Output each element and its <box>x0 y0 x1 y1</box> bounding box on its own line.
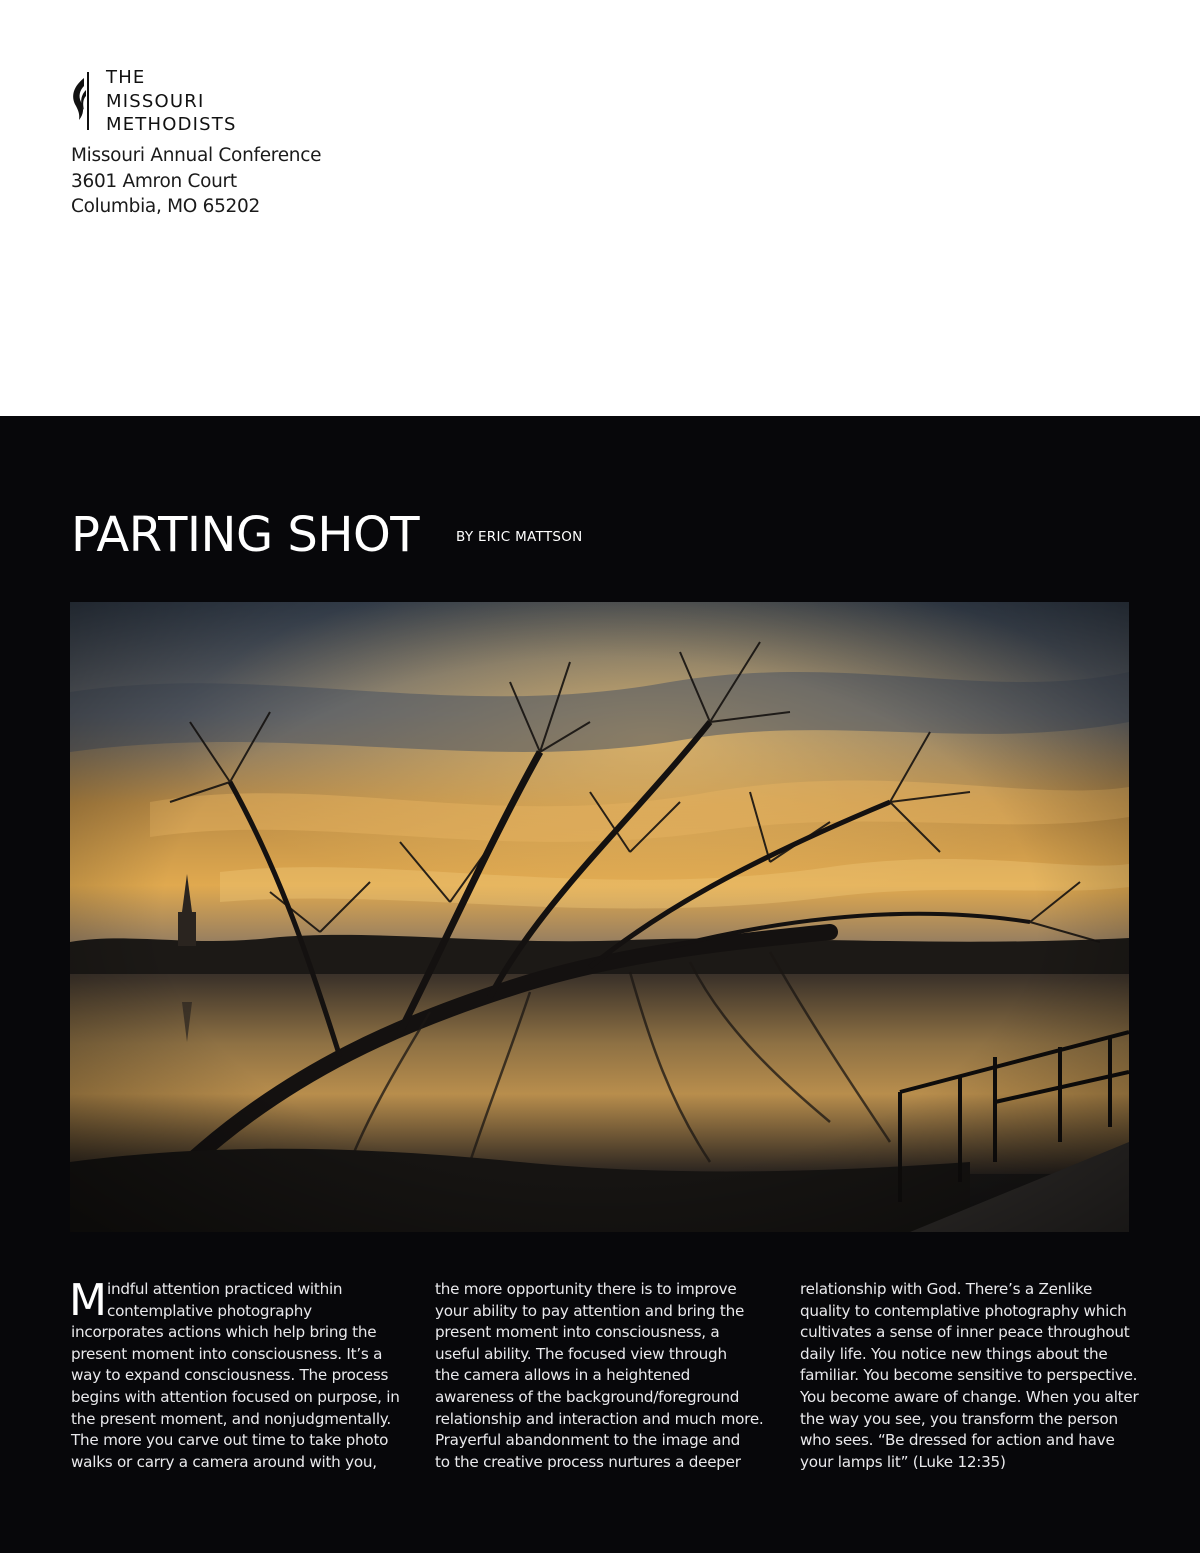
column-1-line: walks or carry a camera around with you, <box>71 1452 377 1471</box>
column-1-line: present moment into consciousness. It’s a <box>71 1344 383 1363</box>
column-3-line: who sees. “Be dressed for action and have <box>800 1431 1115 1450</box>
column-1-line: contemplative photography <box>107 1301 312 1320</box>
column-1-line: way to expand consciousness. The process <box>71 1366 389 1385</box>
column-1-line: incorporates actions which help bring the <box>71 1323 377 1342</box>
column-2-line: awareness of the background/foreground <box>435 1387 740 1406</box>
article-byline: BY ERIC MATTSON <box>456 529 583 545</box>
column-1-line: begins with attention focused on purpose, in <box>71 1387 400 1406</box>
logo-line-missouri: MISSOURI <box>106 90 205 112</box>
column-2-line: your ability to pay attention and bring the <box>435 1301 745 1320</box>
address-line-street: 3601 Amron Court <box>71 170 237 192</box>
return-address <box>71 143 321 220</box>
column-3-line: You become aware of change. When you alter <box>800 1387 1139 1406</box>
logo-line-methodists: METHODISTS <box>106 114 237 135</box>
article-dropcap: M <box>69 1275 107 1326</box>
logo-line-the: THE <box>106 67 146 88</box>
column-3-line: daily life. You notice new things about the <box>800 1344 1108 1363</box>
article-column-3 <box>800 1279 1145 1473</box>
column-2-line: Prayerful abandonment to the image and <box>435 1431 741 1450</box>
cross-and-flame-icon <box>70 70 100 132</box>
address-line-city: Columbia, MO 65202 <box>71 196 260 217</box>
column-2-line: useful ability. The focused view through <box>435 1344 727 1363</box>
logo-wordmark <box>106 66 237 137</box>
article-column-2 <box>435 1279 780 1473</box>
column-2-line: the more opportunity there is to improve <box>435 1280 737 1298</box>
photo-illustration <box>70 602 1129 1232</box>
column-3-line: cultivates a sense of inner peace throughout <box>800 1323 1130 1342</box>
column-1-line: the present moment, and nonjudgmentally. <box>71 1409 391 1428</box>
sunset-tree-reflection-photo <box>70 602 1129 1232</box>
article-column-1 <box>69 1275 416 1473</box>
column-2-line: present moment into consciousness, a <box>435 1323 720 1342</box>
address-line-organization: Missouri Annual Conference <box>71 145 322 166</box>
column-2-line: the camera allows in a heightened <box>435 1366 691 1385</box>
column-3-line: familiar. You become sensitive to perspective. <box>800 1366 1138 1385</box>
column-3-line: quality to contemplative photography which <box>800 1301 1127 1320</box>
masthead-logo <box>70 66 390 136</box>
column-3-line: the way you see, you transform the person <box>800 1409 1118 1428</box>
article-title: PARTING SHOT <box>71 507 420 563</box>
column-1-line: The more you carve out time to take photo <box>71 1431 389 1450</box>
column-2-line: to the creative process nurtures a deeper <box>435 1452 741 1471</box>
column-2-line: relationship and interaction and much more. <box>435 1409 764 1428</box>
column-3-line: your lamps lit” (Luke 12:35) <box>800 1452 1006 1471</box>
column-3-line: relationship with God. There’s a Zenlike <box>800 1280 1093 1298</box>
column-1-line: indful attention practiced within <box>107 1280 343 1298</box>
